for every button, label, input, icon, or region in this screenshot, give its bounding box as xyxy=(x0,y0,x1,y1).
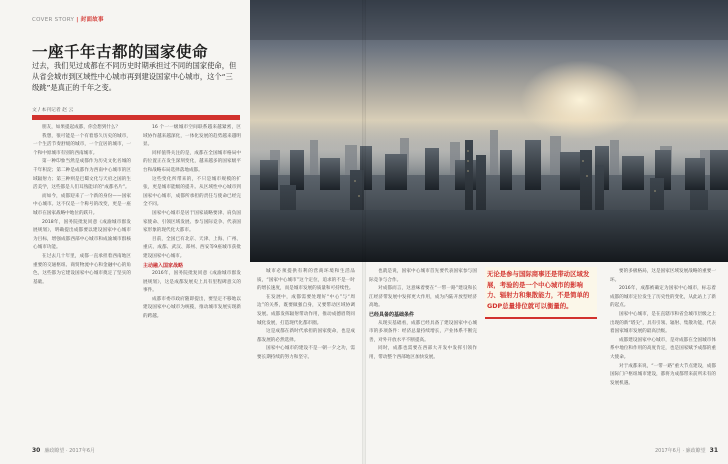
paragraph: 目前，全国已有北京、天津、上海、广州、重庆、成都、武汉、郑州、西安等9座城市获批建设国家中心城市。 xyxy=(143,236,241,259)
paragraph: 2016年，成都被确定为国家中心城市，标志着成都的城市定位发生了历史性的变化，从此站上了新的起点。 xyxy=(610,286,716,309)
body-column-1 xyxy=(33,124,131,287)
paragraph: 这些变化所带来的，不只是城市规模的扩张，更是城市能级的提升。从区域性中心城市到国家中心城市，成都所承担的责任与使命已经完全不同。 xyxy=(143,176,241,208)
paragraph: 2016年，国务院批复同意《成渝城市群发展规划》，这是成都发展史上具有里程碑意义的事件。 xyxy=(143,271,241,294)
right-page-number: 31 xyxy=(709,447,718,454)
paragraph: 城市必须提供有利的营商环境和生活品质，“国家中心城市”这个定位，追求的不是一时的增长速度，而是城市发展的质量和可持续性。 xyxy=(257,269,355,292)
paragraph: 而如今，成都迎来了一个新的身份——国家中心城市。这不仅是一个称号的改变，更是一座城市在国家战略中地位的跃升。 xyxy=(33,193,131,216)
kicker-topic: 封面故事 xyxy=(80,17,104,23)
left-page-footer xyxy=(32,447,95,454)
paragraph: 国家中心城市是居于国家战略要津、肩负国家使命、引领区域发展、参与国际竞争、代表国家形象的现代化大都市。 xyxy=(143,210,241,234)
paragraph: 在过去几十年里，成都一直承担着西南地区重要的交通枢纽、商贸物流中心和金融中心的角色，这些都为它建设国家中心城市奠定了坚实的基础。 xyxy=(33,253,131,285)
left-page-number: 30 xyxy=(32,447,41,454)
right-page-footer xyxy=(655,447,718,454)
body-column-2 xyxy=(143,124,241,322)
paragraph: 我想，很可能是一个有着悠久历史的城市，一个生活节奏舒缓的城市，一个宜居的城市，一个和中原城市有别的西南城市。 xyxy=(33,133,131,156)
pull-quote-box xyxy=(485,267,597,319)
paragraph: 第一种印象当然是成都作为历史文化名城的千年积淀；第二种是成都作为西南中心城市的区域辐射力；第三种则是巴蜀文化与天府之国的生活美学，这些都是人们耳熟能详的“成都名片”。 xyxy=(33,159,131,191)
article-lead: 过去，我们见过成都在不同历史时期承担过不同的国家使命，但从省会城市到区域性中心城市再到建设国家中心城市，这个“三级跳”是真正的千年之变。 xyxy=(32,61,237,92)
kicker-section: COVER STORY xyxy=(32,17,75,23)
paragraph: 对于成都来说，“一带一路”重大节点建设，成都国际门户枢纽城市建设，都将为成都带来前所未有的发展机遇。 xyxy=(610,363,716,386)
body-column-5 xyxy=(610,268,716,388)
skyline-silhouette xyxy=(250,0,728,262)
paragraph: 这是成都在新时代承担的国家使命，也是成都发展的必然选择。 xyxy=(257,329,355,343)
right-page-meta: 2017年6月 · 廉政瞭望 xyxy=(654,448,706,454)
left-page-meta: 廉政瞭望 · 2017年6月 xyxy=(44,448,96,454)
paragraph: 要的多极格局，这是国家区域发展战略的重要一环。 xyxy=(610,269,716,283)
paragraph: 同样值得关注的是，成都在全国城市格局中的位置正在发生深刻变化，越来越多的国家级平台和战略布局选择落地成都。 xyxy=(143,150,241,173)
section-kicker xyxy=(32,15,104,23)
paragraph: 16 个一一级城市空间联系越来越紧密，区域协作越来越深化，一体化发展的趋势越来越明显。 xyxy=(143,125,241,148)
kicker-divider: | xyxy=(76,17,79,23)
paragraph: 也就是说，国家中心城市首先要代表国家参与国际竞争与合作。 xyxy=(369,269,477,283)
paragraph: 成都市委市政府随即提出，要坚定不移地以建设国家中心城市为统揽，推动城市发展实现新的跨越。 xyxy=(143,296,241,320)
paragraph: 在发展中，成都需要处理好“中心”与“周边”的关系，既要做强自身，又要带动区域协调发展。成都发挥辐射带动作用，推动成德眉资同城化发展，打造现代化都市圈。 xyxy=(257,294,355,326)
article-byline: 文 / 本刊记者 赵 云 xyxy=(32,108,74,113)
body-column-4 xyxy=(369,268,477,363)
city-skyline-photo xyxy=(250,0,728,262)
article-headline: 一座千年古都的国家使命 xyxy=(32,43,209,61)
body-column-3 xyxy=(257,268,355,363)
paragraph: 国家中心城市的建设不是一朝一夕之功，需要长期持续的努力和坚守。 xyxy=(257,346,355,360)
pull-quote-rule xyxy=(485,317,597,319)
paragraph: 从现实基础看，成都已经具备了建设国家中心城市的多项条件：经济总量持续增长，产业体系不断完善，对外开放水平不断提高。 xyxy=(369,320,477,343)
paragraph: 同时，成都也需要在西部大开发中发挥引领作用，带动整个西部地区加快发展。 xyxy=(369,346,477,360)
pull-quote-text: 无论是参与国际商事还是带动区域发展，考验的是一个中心城市的影响力、辐射力和集散能力，不是简单的GDP总量排位就可以衡量的。 xyxy=(487,270,590,310)
paragraph: 朋友，如果提起成都，你会想到什么？ xyxy=(42,125,121,130)
paragraph: 对成都而言，这意味着要在“一带一路”建设和长江经济带发展中发挥更大作用，成为内陆开放型经济高地。 xyxy=(369,286,477,309)
section-subhead-2: 已经具备的基础条件 xyxy=(369,311,415,318)
section-subhead-1: 主动融入国家战略 xyxy=(143,262,184,269)
red-divider-bar xyxy=(32,115,240,120)
paragraph: 成都建设国家中心城市，是对成都在全国城市体系中地位和作用的高度肯定，也是国家赋予成都的重大使命。 xyxy=(610,337,716,360)
page-gutter xyxy=(362,0,366,464)
paragraph: 2018年，国务院批复同意《成渝城市群发展规划》，明确提出成都要以建设国家中心城市为目标，增强成都西部中心城市和成渝城市群核心城市功能。 xyxy=(33,219,131,251)
paragraph: 国家中心城市，是在直辖市和省会城市层级之上出现的新“塔尖”，具有引领、辐射、集散功能，代表着国家城市发展的最高层级。 xyxy=(610,311,716,335)
